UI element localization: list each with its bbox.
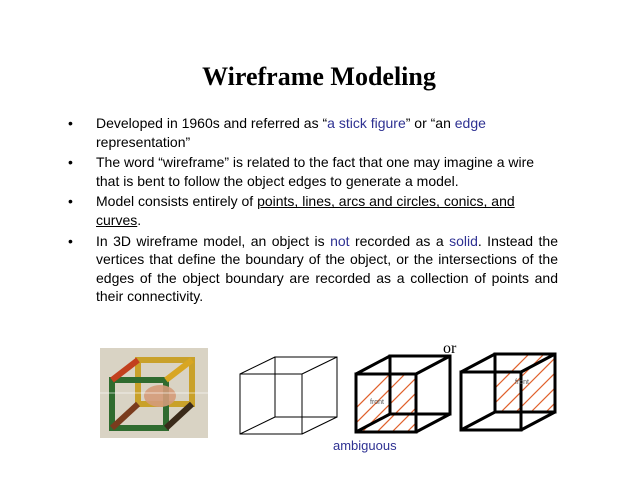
front-label: front [370,399,385,406]
bullet-text: representation” [96,133,191,150]
ambiguous-caption: ambiguous [333,438,397,453]
highlight-text: a stick figure [327,115,406,131]
front-label: front [515,379,530,386]
underlined-text: points, lines, arcs and circles, conics, and curves [96,193,515,228]
bullet-text: . [137,211,142,228]
bullet-item [68,114,558,151]
or-label: or [443,340,457,357]
bullet-item [68,232,558,306]
ambiguous-cube-back [457,350,561,434]
highlight-text: solid [449,232,478,249]
bullet-text: . Instead the vertices that define the boundary of the object, or the intersections of the edges of the object boundary are recorded as a collection of points and their connectivity. [96,232,558,305]
bullet-item [68,153,558,190]
bullet-list [68,114,558,308]
ambiguous-cube-front [352,352,456,436]
bullet-text: recorded as a [349,232,450,249]
bullet-text: Developed in 1960s and referred as “ [96,115,328,131]
bullet-text: Model consists entirely of [96,193,258,210]
highlight-text: edge [454,115,486,131]
highlight-text: not [330,232,350,249]
wireframe-cube [236,355,342,437]
bullet-text: In 3D wireframe model, an object is [96,232,331,249]
slide-title: Wireframe Modeling [202,62,436,91]
bullet-item [68,192,558,229]
impossible-cube-photo [100,348,208,438]
bullet-text: ” or “an [405,115,455,131]
bullet-text: The word “wireframe” is related to the fact that one may imagine a wire that is bent to follow the object edges to generate a model. [96,154,535,189]
